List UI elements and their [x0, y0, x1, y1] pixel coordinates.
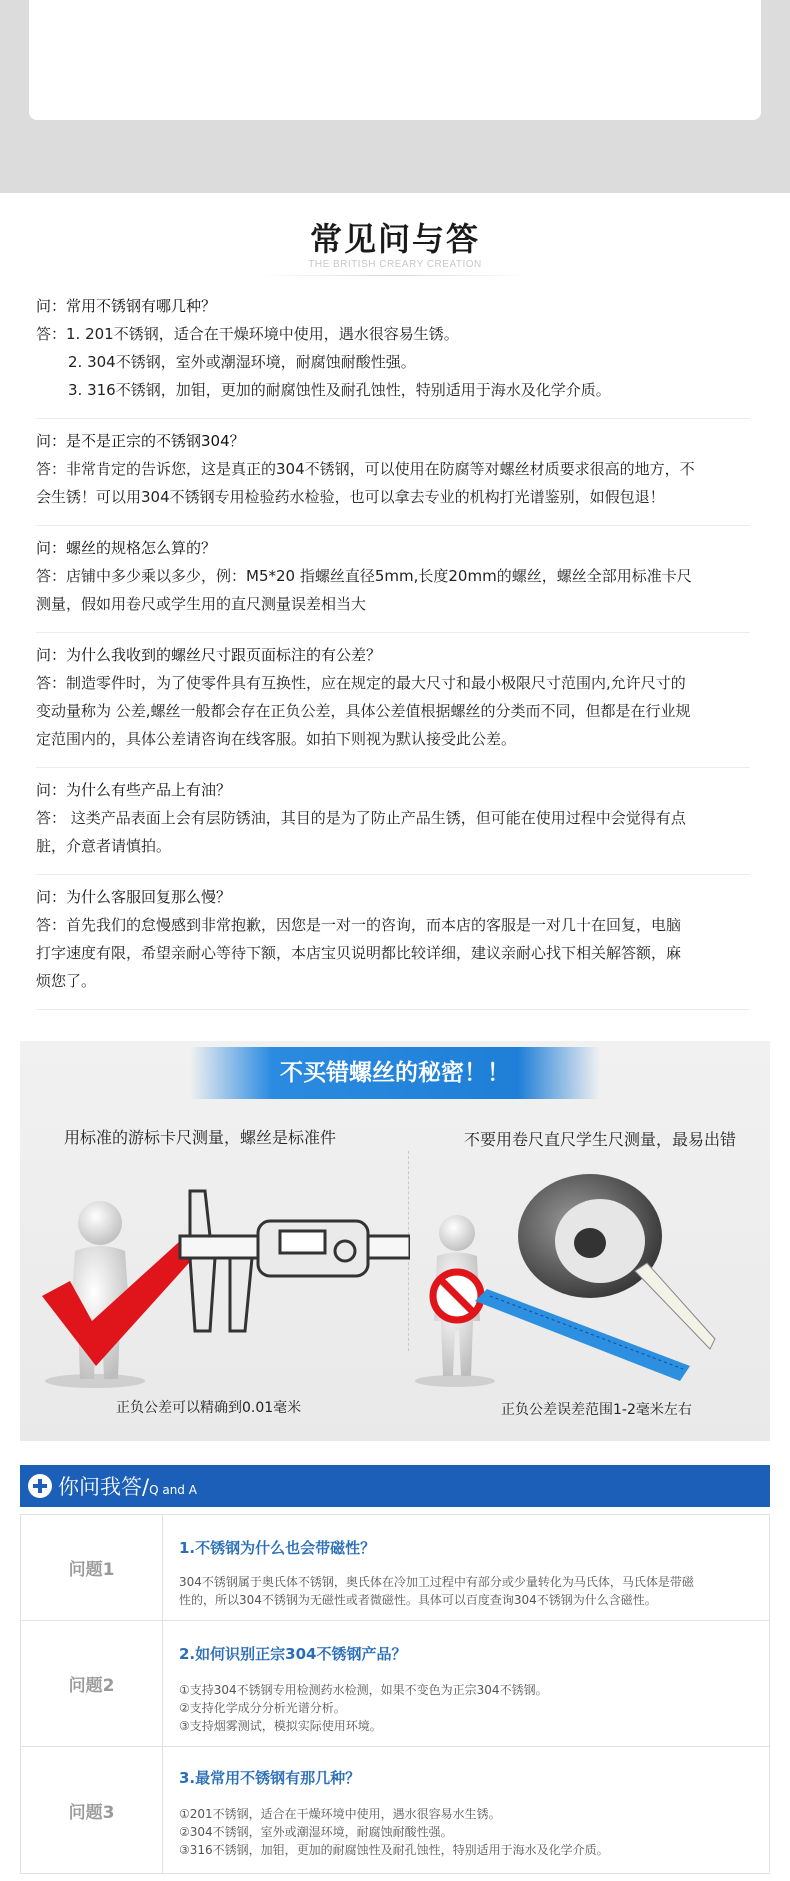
faq-answer-line: 打字速度有限，希望亲耐心等待下额，本店宝贝说明都比较详细，建议亲耐心找下相关解答额，麻	[36, 944, 682, 962]
secret-left-caption: 正负公差可以精确到0.01毫米	[116, 1400, 302, 1416]
secret-left-heading: 用标准的游标卡尺测量，螺丝是标准件	[64, 1128, 337, 1147]
qa-title	[58, 1471, 197, 1501]
faq-question: 问：螺丝的规格怎么算的？	[36, 539, 217, 557]
qa-answer-line: ③支持烟雾测试，模拟实际使用环境。	[179, 1719, 382, 1733]
qa-row-answer	[179, 1681, 761, 1735]
faq-item-1	[36, 284, 750, 419]
faq-answer-line: 答：制造零件时，为了使零件具有互换性，应在规定的最大尺寸和最小极限尺寸范围内,允许尺寸的	[36, 674, 686, 692]
faq-answer-line: 脏，介意者请慎拍。	[36, 837, 172, 855]
faq-answer-line: 答：1. 201不锈钢，适合在干燥环境中使用，遇水很容易生锈。	[36, 325, 459, 343]
faq-title: 常见问与答	[309, 220, 480, 258]
qa-answer-line: ②304不锈钢，室外或潮湿环境，耐腐蚀耐酸性强。	[179, 1825, 453, 1839]
plus-circle-icon	[28, 1474, 52, 1498]
figure-check-caliper-illustration	[30, 1181, 410, 1391]
faq-answer-line: 答：非常肯定的告诉您，这是真正的304不锈钢，可以使用在防腐等对螺丝材质要求很高的地方，不	[36, 460, 695, 478]
qa-row-2	[21, 1621, 769, 1747]
title-divider	[258, 275, 532, 276]
faq-item-3	[36, 526, 750, 633]
top-white-card	[29, 0, 761, 120]
faq-item-6	[36, 875, 750, 1010]
faq-item-5	[36, 768, 750, 875]
figure-forbid-tape-illustration	[415, 1171, 765, 1391]
prohibition-icon	[433, 1272, 481, 1320]
secret-right-caption: 正负公差误差范围1-2毫米左右	[501, 1402, 692, 1418]
faq-answer-line: 答： 这类产品表面上会有层防锈油，其目的是为了防止产品生锈，但可能在使用过程中会觉得有点	[36, 809, 686, 827]
qa-row-1	[21, 1515, 769, 1621]
faq-answer-line: 会生锈！可以用304不锈钢专用检验药水检验，也可以拿去专业的机构打光谱鉴别，如假包退！	[36, 488, 665, 506]
faq-question: 问：为什么有些产品上有油？	[36, 781, 232, 799]
qa-row-3	[21, 1747, 769, 1873]
caliper-icon	[180, 1191, 410, 1331]
qa-answer-line: 性的，所以304不锈钢为无磁性或者微磁性。具体可以百度查询304不锈钢为什么含磁性。	[179, 1593, 657, 1607]
qa-row-label: 问题2	[21, 1621, 163, 1746]
qa-row-answer	[179, 1573, 761, 1609]
qa-row-label: 问题3	[21, 1747, 163, 1873]
qa-row-answer	[179, 1805, 761, 1859]
faq-question: 问：为什么我收到的螺丝尺寸跟页面标注的有公差？	[36, 646, 382, 664]
qa-title-small: Q and A	[149, 1483, 197, 1497]
secret-right-heading: 不要用卷尺直尺学生尺测量，最易出错	[464, 1130, 737, 1149]
secret-section	[20, 1041, 770, 1441]
faq-answer-line: 答：首先我们的怠慢感到非常抱歉，因您是一对一的咨询，而本店的客服是一对几十在回复，电脑	[36, 916, 682, 934]
faq-answer-line: 变动量称为 公差,螺丝一般都会存在正负公差，具体公差值根据螺丝的分类而不同，但都是在行业规	[36, 702, 691, 720]
figure-head	[78, 1201, 122, 1245]
faq-question: 问：常用不锈钢有哪几种？	[36, 297, 217, 315]
faq-list	[36, 284, 750, 1010]
qa-table	[20, 1514, 770, 1874]
qa-answer-line: 304不锈钢属于奥氏体不锈钢，奥氏体在冷加工过程中有部分或少量转化为马氏体，马氏体是带磁	[179, 1575, 694, 1589]
faq-subtitle: THE BRITISH CREARY CREATION	[308, 259, 482, 270]
top-gray-band	[0, 0, 790, 193]
qa-header	[20, 1465, 770, 1507]
qa-row-title: 2.如何识别正宗304不锈钢产品？	[179, 1645, 407, 1663]
qa-title-text: 你问我答/	[58, 1475, 150, 1499]
faq-question: 问：为什么客服回复那么慢？	[36, 888, 232, 906]
qa-answer-line: ②支持化学成分分析光谱分析。	[179, 1701, 346, 1715]
qa-row-title: 3.最常用不锈钢有那几种？	[179, 1769, 361, 1787]
faq-answer-line: 烦您了。	[36, 972, 97, 990]
qa-answer-line: ①支持304不锈钢专用检测药水检测，如果不变色为正宗304不锈钢。	[179, 1683, 548, 1697]
qa-row-label: 问题1	[21, 1515, 163, 1620]
qa-answer-line: ③316不锈钢，加钼，更加的耐腐蚀性及耐孔蚀性，特别适用于海水及化学介质。	[179, 1843, 609, 1857]
ruler-icon	[475, 1289, 690, 1381]
faq-answer-line: 定范围内的，具体公差请咨询在线客服。如拍下则视为默认接受此公差。	[36, 730, 517, 748]
qa-row-title: 1.不锈钢为什么也会带磁性？	[179, 1539, 376, 1557]
faq-item-4	[36, 633, 750, 768]
faq-answer-line: 测量，假如用卷尺或学生用的直尺测量误差相当大	[36, 595, 367, 613]
faq-answer-line: 答：店铺中多少乘以多少，例：M5*20 指螺丝直径5mm,长度20mm的螺丝，螺丝全部用标准卡尺	[36, 567, 692, 585]
secret-banner: 不买错螺丝的秘密！！	[190, 1047, 600, 1099]
faq-answer-line: 3. 316不锈钢，加钼，更加的耐腐蚀性及耐孔蚀性，特别适用于海水及化学介质。	[68, 381, 611, 399]
faq-item-2	[36, 419, 750, 526]
qa-answer-line: ①201不锈钢，适合在干燥环境中使用，遇水很容易水生锈。	[179, 1807, 501, 1821]
figure-head	[439, 1215, 475, 1251]
faq-answer-line: 2. 304不锈钢，室外或潮湿环境，耐腐蚀耐酸性强。	[68, 353, 416, 371]
faq-question: 问：是不是正宗的不锈钢304？	[36, 432, 245, 450]
